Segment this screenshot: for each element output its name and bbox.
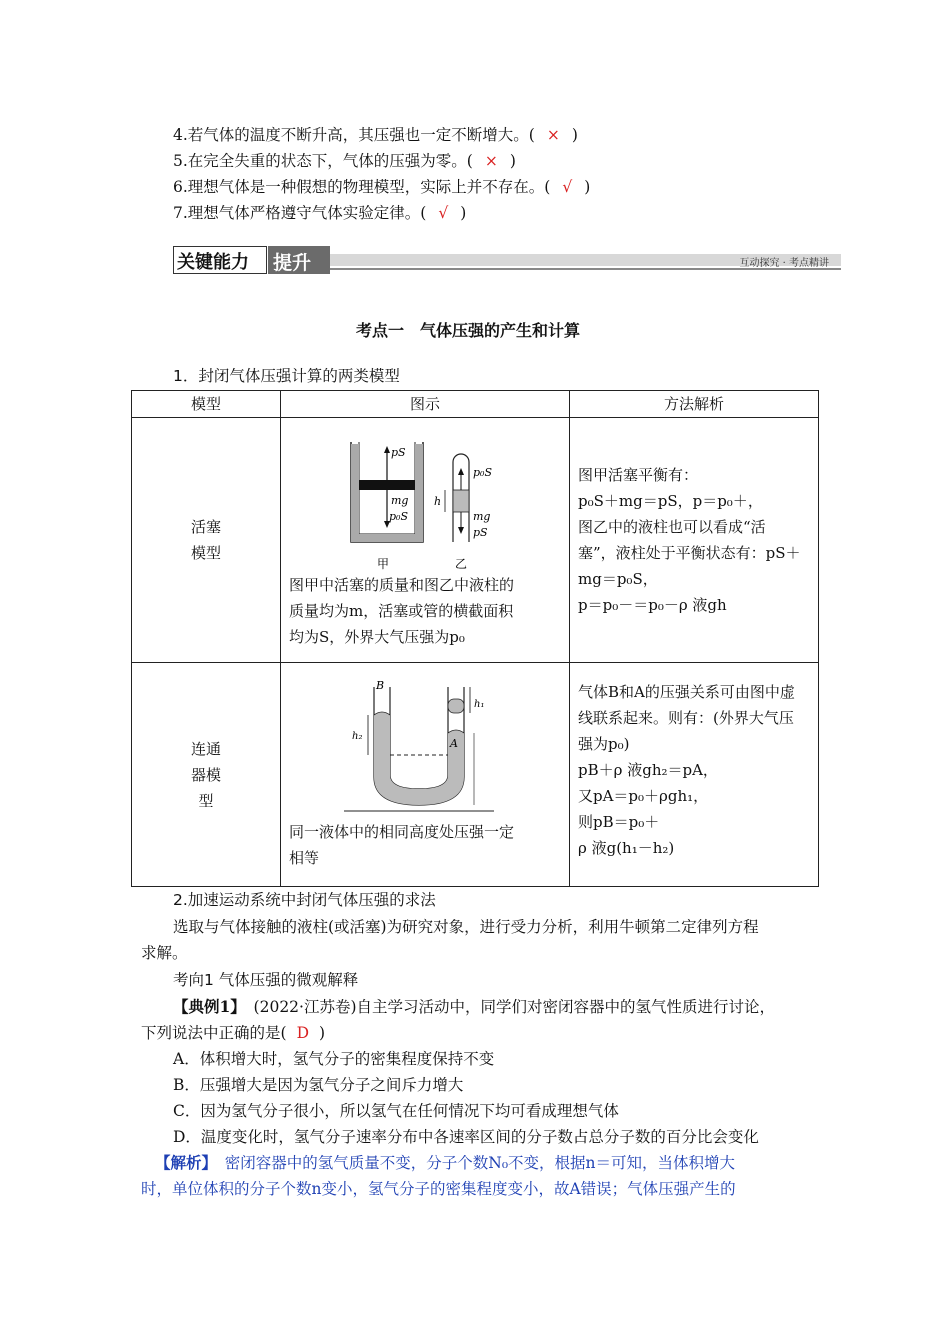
answer-mark: × — [484, 152, 498, 170]
point2-line1: 选取与气体接触的液柱(或活塞)为研究对象，进行受力分析，利用牛顿第二定律列方程 — [173, 918, 759, 936]
label-jia: 甲 — [377, 557, 390, 571]
header-figure: 图示 — [281, 391, 570, 418]
option-c: C．因为氢气分子很小，所以氢气在任何情况下均可看成理想气体 — [173, 1102, 619, 1120]
analysis-line-1: 【解析】 密闭容器中的氢气质量不变，分子个数N₀不变，根据n＝可知，当体积增大 — [141, 1150, 735, 1176]
answer-mark: × — [546, 126, 560, 144]
figure-cell-piston — [281, 418, 570, 663]
figure-cell-communicating — [281, 663, 570, 887]
label-pS: pS — [391, 446, 406, 459]
analysis-line-2: 时，单位体积的分子个数n变小，氢气分子的密集程度变小，故A错误；气体压强产生的 — [141, 1180, 736, 1198]
label-h2: h₂ — [352, 731, 363, 742]
judgment-6: 6.理想气体是一种假想的物理模型，实际上并不存在。( √ ) — [173, 178, 591, 196]
option-b: B．压强增大是因为氢气分子之间斥力增大 — [173, 1076, 464, 1094]
label-pS-2: pS — [473, 526, 488, 539]
example-stem-2: 下列说法中正确的是( D ) — [141, 1024, 326, 1042]
label-p0S: p₀S — [389, 510, 408, 523]
label-B: B — [376, 679, 385, 692]
point2-line2: 求解。 — [141, 944, 188, 962]
section-banner — [173, 246, 841, 274]
kaoxiang-title: 考向1 气体压强的微观解释 — [173, 971, 359, 989]
judgment-5: 5.在完全失重的状态下，气体的压强为零。( × ) — [173, 152, 516, 170]
model-name-communicating: 连通 器模 型 — [132, 663, 281, 887]
header-method: 方法解析 — [570, 391, 819, 418]
header-model: 模型 — [132, 391, 281, 418]
method-cell-communicating: 气体B和A的压强关系可由图中虚 线联系起来。则有：(外界大气压 强为p₀) pB＋ρ 液gh₂＝pA， 又pA＝p₀＋ρgh₁， 则pB＝p₀＋ ρ 液g(h₁－h₂) — [570, 663, 819, 887]
answer-mark: √ — [562, 178, 573, 196]
label-mg-2: mg — [473, 510, 491, 523]
example-stem-1: 【典例1】 (2022·江苏卷)自主学习活动中，同学们对密闭容器中的氢气性质进行讨论， — [173, 997, 776, 1016]
u-tube-diagram — [344, 677, 514, 815]
model-name-piston: 活塞 模型 — [132, 418, 281, 663]
label-mg: mg — [391, 494, 409, 507]
judgment-4: 4.若气体的温度不断升高，其压强也一定不断增大。( × ) — [173, 126, 578, 144]
piston-diagram — [341, 424, 561, 572]
label-yi: 乙 — [455, 557, 468, 571]
u-tube-caption: 同一液体中的相同高度处压强一定 相等 — [289, 823, 515, 867]
option-a: A．体积增大时，氢气分子的密集程度保持不变 — [173, 1050, 495, 1068]
section-title: 考点一 气体压强的产生和计算 — [356, 321, 581, 340]
label-A: A — [450, 737, 458, 750]
judgment-7: 7.理想气体严格遵守气体实验定律。( √ ) — [173, 204, 467, 222]
example-answer: D — [296, 1024, 309, 1042]
label-h: h — [434, 495, 442, 508]
point1-title: 1．封闭气体压强计算的两类模型 — [173, 367, 400, 385]
banner-main: 关键能力 — [177, 252, 249, 273]
banner-right: 互动探究 · 考点精讲 — [739, 258, 829, 269]
example-tag: 【典例1】 — [173, 997, 239, 1016]
model-table — [131, 390, 819, 887]
answer-mark: √ — [438, 204, 449, 222]
piston-caption: 图甲中活塞的质量和图乙中液柱的 质量均为m，活塞或管的横截面积 均为S，外界大气压强为p₀ — [289, 576, 515, 646]
label-h1: h₁ — [474, 699, 485, 710]
banner-highlight: 提升 — [273, 252, 312, 274]
option-d: D．温度变化时，氢气分子速率分布中各速率区间的分子数占总分子数的百分比会变化 — [173, 1128, 759, 1146]
analysis-tag: 【解析】 — [155, 1153, 210, 1172]
method-cell-piston: 图甲活塞平衡有： p₀S＋mg＝pS，p＝p₀＋， 图乙中的液柱也可以看成“活 塞”，液柱处于平衡状态有：pS＋ mg＝p₀S， p＝p₀－＝p₀－ρ 液gh — [570, 418, 819, 663]
point2-title: 2.加速运动系统中封闭气体压强的求法 — [173, 891, 436, 909]
label-p0S-2: p₀S — [473, 466, 492, 479]
